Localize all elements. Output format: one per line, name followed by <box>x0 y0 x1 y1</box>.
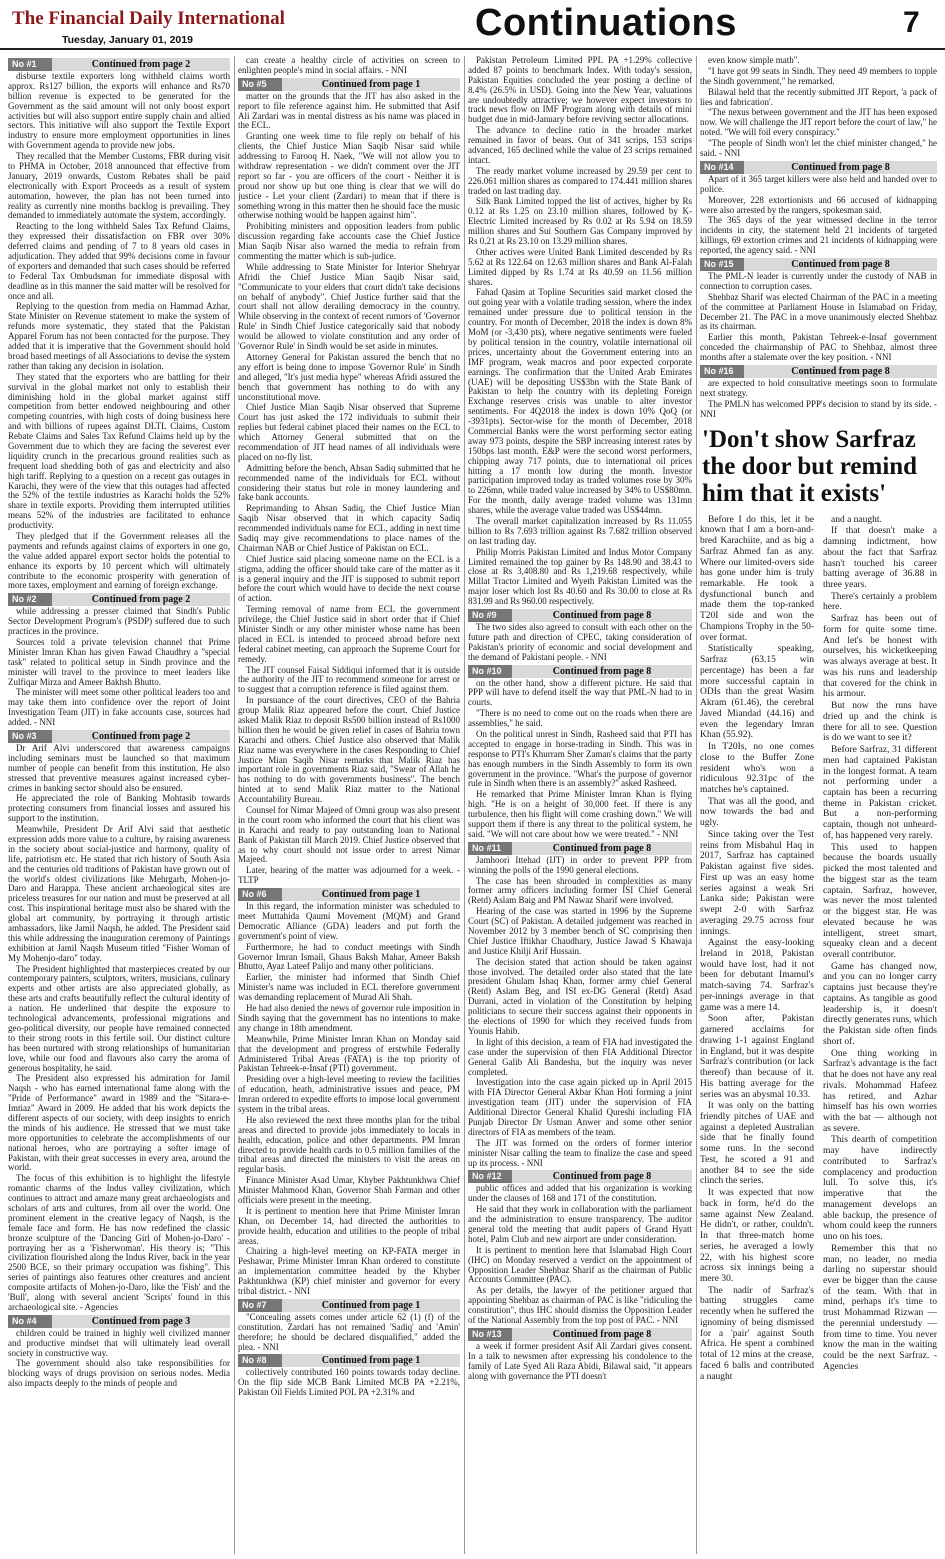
paragraph: The decision stated that action should be taken against those involved. The detailed order also stated that the late president Ghulam Ishaq Khan, former army chief General (Retd) Aslam Beg, and ISI ex-DG General (Retd) Asad Durrani, acted in violation of the Constitution by helping politicians to secure their success against their opponents in the elections of 1990 for which they received funds from Younis Habib. <box>468 956 692 1036</box>
continuation-number: No #11 <box>468 842 512 855</box>
continuation-number: No #7 <box>238 1299 282 1312</box>
paragraph: Jamhoori Ittehad (IJT) in order to prevent PPP from winning the polls of the 1990 general elections. <box>468 854 692 875</box>
continuation-number: No #5 <box>238 78 282 91</box>
paragraph: Remember this that no man, no leader, no media darling no superstar should ever be bigger than the cause of the team. With that in mind, perhaps it's time to trust Mohammad Rizwan — the perennial understudy — from time to time. You never know the man in the waiting could be the next Sarfraz. - Agencies <box>823 1243 937 1372</box>
continuation-label: Continued from page 8 <box>791 259 890 271</box>
paragraph: In light of this decision, a team of FIA had investigated the case under the supervision of then FIA Additional Director General Galib Ali Bandesha, but the inquiry was never completed. <box>468 1036 692 1077</box>
continuation-block <box>468 609 692 663</box>
continuation-block <box>700 258 937 363</box>
paragraph: The PML-N leader is currently under the custody of NAB in connection to corruption cases. <box>700 271 937 291</box>
continuation-header <box>468 1170 692 1183</box>
paragraph: Pakistan Petroleum Limited PPL PA +1.29% collective added 87 points to benchmark Index. With today's session, Pakistan Equities concluded the year posting a decline of 8.4% (26.5% in USD). Going into the New Year, valuations are undoubtedly attractive; we however expect investors to track news flow on IMF Program along with details of mini budget due in mid-January before reviving sector allocations. <box>468 56 692 125</box>
continuation-header <box>700 258 937 271</box>
continuation-header <box>8 1315 230 1328</box>
continuation-number: No #2 <box>8 593 52 606</box>
paragraph: are expected to hold consultative meetings soon to formulate next strategy. <box>700 378 937 398</box>
paragraph: Presiding over a high-level meeting to review the facilities of education, heath, administrative issues and peace, PM Imran ordered to expedite efforts to impose local government system in the tribal areas. <box>238 1074 460 1114</box>
continuation-block <box>8 1315 230 1389</box>
paragraph: Other actives were United Bank Limited descended by Rs 5.62 at Rs 122.64 on 12.63 million shares and Bank Al-Falah Limited dipped by Rs 1.74 at Rs 40.59 on 11.56 million shares. <box>468 246 692 287</box>
paragraph: He also reviewed the next three months plan for the tribal areas and directed to provide jobs immediately to locals in health, education, police and other departments. PM Imran directed to provide health cards to 0.5 million families of the tribal areas and directed the ministers to visit the areas on regular basis. <box>238 1114 460 1175</box>
paragraph: can create a healthy circle of activities on screen to enlighten people's mind in social affairs. - NNI <box>238 56 460 75</box>
continuation-block <box>238 1299 460 1353</box>
paragraph: Fahad Qasim at Topline Securities said market closed the out going year with a volatile trading session, where the index remained under pressure due to political tension in the country. For month of December, 2018 the index is down 8% MoM (or -3,430 pts), where negative sentiments were fueled by political tension in the country, volatile international oil prices, uncertainty about the Government entering into an IMF program, weak macros and poor expected corporate earnings. The confirmation that the United Arab Emirates (UAE) will be depositing US$3bn with the State Bank of Pakistan to help the country with its depleting Foreign Exchange reserves crisis was unable to alter investor sentiments. For 4Q2018 the index is down 10% QoQ (or -3931pts). Sector-wise for the month of December, 2018 Commercial Banks were the worst performing sector eating away 973 points, despite the SBP increasing interest rates by 150bps last month. E&P were the second worst performers, chipping away 717 points, due to international oil prices hitting a 17 month low during the month. Investor participation improved today as traded volumes rose by 30% to 226mn, while traded value increased by 34% to US$80mn. For the month, daily average traded volume was 131mn shares, while the average value traded was US$44mn. <box>468 287 692 516</box>
paragraph: Soon after, Pakistan garnered acclaims for drawing 1-1 against England in England, but it was despite Sarfraz's contribution (or lack thereof) than because of it. His batting average for the series was an abysmal 10.33. <box>700 1014 814 1100</box>
continuation-number: No #10 <box>468 665 512 678</box>
paragraph: This used to happen because the boards usually picked the most talented and the biggest star as the team captain. Sarfraz, however, was never the most talented or the biggest star. He was elevated because he was intelligent, street smart, squeaky clean and a decent overall contributor. <box>823 842 937 960</box>
paragraph: He appreciated the role of Banking Mohtasib towards protecting consumers from financial losses and assured his support to the institution. <box>8 793 230 824</box>
paragraph: The overall market capitalization increased by Rs 11.055 billion to Rs 7.693 trillion against Rs 7.682 trillion observed on last trading day. <box>468 515 692 546</box>
paragraph: The 365 days of the year witnessed decline in the terror incidents in city, the statement held 21 incidents of targeted killings, 69 extortion crimes and 21 incidents of kidnapping were reported, the agency said. - NNI <box>700 215 937 256</box>
paragraph: It is pertinent to mention here that Islamabad High Court (IHC) on Monday reserved a verdict on the appointment of Opposition Leader Shehbaz Sharif as the chairman of Public Accounts Committee (PAC). <box>468 1244 692 1285</box>
paragraph: Bilawal held that the recently submitted JIT Report, 'a pack of lies and fabrication'. <box>700 86 937 107</box>
article-columns <box>8 56 937 1554</box>
paragraph: In pursuance of the court directives, CEO of the Bahria group Malik Riaz appeared before the court. Chief Justice asked Malik Riaz to deposit Rs500 billion instead of Rs1000 billion then he would be given relief in cases of Bahria town Karachi and others. Chief Justice also observed that Malik Riaz name was everywhere in the cases Responding to Chief Justice Mian Saqib Nisar remarks that Malik Riaz has important role in governments Riaz said, "Swear of Allah he has nothing to do with governments business". The bench hinted at to send Malik Riaz matter to the National Accountability Bureau. <box>238 695 460 805</box>
paragraph: The focus of this exhibition is to highlight the lifestyle romantic charms of the Indus valley civilization, which continues to attract and amaze many great archaeologists and scholars of arts and cultures, from all over the world. One prominent element in the creative legacy of Naqsh, is the female face and form. He has now redefined the classic bronze sculpture of the 'Dancing Girl of Mohen-jo-Daro' - portraying her as a 'Fisherwoman'. His theory is; "This civilization flourished along the Indus River, back in the year 2500 BCE, so their primary occupation was fishing". This series of paintings also features other creatures and ancient composite artifacts of Mohen-jo-Daro, like the 'Fish' and the 'Bull', along with several ancient 'Scripts' found in this archaeological site. - Agencies <box>8 1173 230 1312</box>
paragraph: He remarked that Prime Minister Imran Khan is flying high. "He is on a height of 30,000 feet. If there is any turbulence, then his flight will come crashing down." We will support them if there is any threat to the political system, he said. "We will not care about how we were treated." - NNI <box>468 789 692 839</box>
continuation-number: No #14 <box>700 161 744 174</box>
paragraph: Earlier, the minister had informed that Sindh Chief Minister's name was included in ECL therefore government was demanding replacement of Murad Ali Shah. <box>238 972 460 1003</box>
paragraph: On the political unrest in Sindh, Rasheed said that PTI has accepted to engage in horse-trading in Sindh. This was in response to PTI's Khurram Sher Zaman's claims that the party has enough numbers in the Sindh Assembly to form its own government in the province. "What's the purpose of governor rule in Sindh when there is an assembly?" asked Rasheed. <box>468 729 692 789</box>
paragraph: In T20Is, no one comes close to the Buffer Zone resident who's won a ridiculous 92.31pc of the matches he's captained. <box>700 742 814 795</box>
paragraph: Shehbaz Sharif was elected Chairman of the PAC in a meeting of the committee at Parliament House in Islamabad on Friday, December 21. The PAC in a move unanimously elected Shehbaz as its chairman. <box>700 291 937 332</box>
paragraph: The ready market volume increased by 29.59 per cent to 226.061 million shares as compared to 174.441 million shares traded on last trading day. <box>468 165 692 196</box>
paragraph: Statistically speaking, Sarfraz (63.15 win percentage) has been a far more successful captain in ODIs than the great Wasim Akram (61.46), the cerebral Javed Miandad (44.16) and even the legendary Imran Khan (55.92). <box>700 644 814 741</box>
continuation-number: No #4 <box>8 1315 52 1328</box>
continuation-block <box>8 58 230 591</box>
continuation-number: No #3 <box>8 730 52 743</box>
continuation-number: No #6 <box>238 888 282 901</box>
paragraph: Finance Minister Asad Umar, Khyber Pakhtunkhwa Chief Minister Mahmood Khan, Governor Shah Farman and other officials were present in the meeting. <box>238 1175 460 1205</box>
continuation-label: Continued from page 8 <box>791 161 890 173</box>
paragraph: and a naught. <box>831 514 882 525</box>
paragraph: Chief Justice said placing someone name on the ECL is a stigma, adding the officer should take care of the matter as it is a general inquiry and the JIT is supposed to submit report before the court which would have to decide the next course of action. <box>238 553 460 604</box>
paragraph: disburse textile exporters long withheld claims worth approx. Rs127 billion, the exports will enhance and Rs70 billion revenue is expected to be generated for the Government as the said amount will not only boost export activities but will also support entire supply chain and allied sectors. This initiative will also support the Textile Export industry to ensure more employment opportunities in lines with Government agenda to provide new jobs. <box>8 71 230 151</box>
paragraph: He had also denied the news of governor rule imposition in Sindh saying that the government has no intentions to make any change in 18th amendment. <box>238 1003 460 1033</box>
continuation-block <box>468 1170 692 1325</box>
paragraph: Terming removal of name from ECL the government privilege, the Chief Justice said in short order that if Chief Minister Sindh or any other minister whose name has been placed in ECL is intended to proceed abroad before next federal cabinet meeting, can approach the Supreme Court for remedy. <box>238 604 460 664</box>
paragraph: It was only on the batting friendly pitches of UAE and against a depleted Australian side that he finally found some runs. In the second Test, he scored a 91 and another 84 to see the side clinch the series. <box>700 1101 814 1187</box>
paragraph: on the other hand, show a different picture. He said that PPP will have to defend itself the way that PML-N had to in courts. <box>468 677 692 708</box>
continuation-number: No #15 <box>700 258 744 271</box>
feature-body <box>700 515 937 1384</box>
paragraph: Reprimanding to Ahsan Sadiq, the Chief Justice Mian Saqib Nisar observed that in which capacity Sadiq recommended individuals name for ECL, adding in next time Sadiq may give recommendations to place names of the Chairman NAB or Chief Justice of Pakistan on ECL. <box>238 503 460 553</box>
paragraph: Against the easy-looking Ireland in 2018, Pakistan would have lost, had it not been for debutant Imamul's match-saving 74. Sarfraz's per-innings average in that game was a mere 14. <box>700 938 814 1013</box>
paragraph: even know simple math". <box>708 56 800 65</box>
paragraph: One thing working in Sarfraz's advantage is the fact that he does not have any real rivals. Mohammad Hafeez has retired, and Azhar himself has his own worries with the bat — although not as severe. <box>823 1048 937 1134</box>
feature-headline: 'Don't show Sarfraz the door but remind him that it exists' <box>702 425 918 507</box>
continuation-header <box>468 609 692 622</box>
paragraph: a week if former president Asif Ali Zardari gives consent. In a talk to newsmen after expressing his condolence to the family of Late Syed Ali Raza Abidi, Bilawal said, "it appears along with governance the PTI doesn't <box>468 1340 692 1381</box>
paragraph: Earlier this month, Pakistan Tehreek-e-Insaf government conceded the chairmanship of PAC to Shehbaz, almost three months after a stalemate over the key position. - NNI <box>700 332 937 363</box>
continuation-header <box>8 730 230 743</box>
continuation-label: Continued from page 1 <box>321 1299 421 1311</box>
paragraph: It is pertinent to mention here that Prime Minister Imran Khan, on December 14, had directed the authorities to provide health, education and utilities to the people of tribal areas. <box>238 1205 460 1246</box>
continuation-number: No #9 <box>468 609 512 622</box>
paragraph: In this regard, the information minister was scheduled to meet Muttahida Qaumi Movement (MQM) and Grand Democratic Alliance (GDA) leaders and put forth the government's point of view. <box>238 901 460 941</box>
continuation-label: Continued from page 8 <box>552 665 652 677</box>
continuation-block <box>238 1354 460 1398</box>
paragraph: There's certainly a problem here. <box>823 591 937 613</box>
paragraph: Game has changed now, and you can no longer carry captains just because they're captains. As tangible as good leadership is, it doesn't directly generates runs, which the Pakistan side often finds short of. <box>823 961 937 1047</box>
paragraph: "Concealing assets comes under article 62 (1) (f) of the constitution. Zardari has not remained 'Sadiq' and 'Amin' therefore; he should be declared disqualified," added the plea. - NNI <box>238 1311 460 1352</box>
paragraph: Reacting to the long withheld Sales Tax Refund Claims, they expressed their dissatisfaction on FBR over 30% deferred claims and pending of 7 to 8 years old cases in adjudication. They added that 99% decisions come in favour of exporters and demanded that such cases should be referred to Federal Tax Ombudsman for immediate disposal with deadline as in this manner the said matter will be resolved for once and all. <box>8 221 230 301</box>
paragraph: They stated that the exporters who are battling for their survival in the global market not only to establish their diminishing hold in the global market against stiff competition from better endowed neighbouring and other competing countries, with high costs of doing business here and with billions of rupees against DLTL Claims, Custom Rebate Claims and Sales Tax Refund Claims held up by the Government due to which they are facing the severest ever liquidity crunch in the precarious ground realities such as frequent load shedding both of gas and electricity and also high tariff. Replying to a question on a recent gas outages in Karachi, they were of the view that this outages had affected the 52% of the textile industries as Karachi holds the 52% share in textile exports. Providing them interrupted utilities means 52% of the industries are facilitated to enhance productivity. <box>8 371 230 531</box>
continuation-group <box>700 56 937 420</box>
continuation-number: No #1 <box>8 58 52 71</box>
continuation-header <box>468 665 692 678</box>
paragraph: Sarfraz has been out of form for quite some time. And let's be honest with ourselves, his wicketkeeping was always average at best. It was his runs and leadership that covered for the chink in his armour. <box>823 614 937 700</box>
paragraph: The JIT was formed on the orders of former interior minister Nisar calling the team to finalize the case and speed up its process. - NNI <box>468 1137 692 1168</box>
page-number: 7 <box>903 6 920 39</box>
paragraph: The President highlighted that masterpieces created by our contemporary painters, sculptors, writers, musicians, culinary experts and other artists are also appreciated globally, as these arts and crafts beautifully reflect the cultural identity of a nation. He underlined that despite the exposure to technological advancements, professional migrations and geo-political diversity, our people have remained connected to their strong roots in this fertile soil. Our distinct culture has been nurtured with strong relationships of humanitarian love, while our food and flavours also carry the aroma of generous hospitality, he said. <box>8 963 230 1073</box>
continuation-label: Continued from page 8 <box>791 366 890 378</box>
continuation-label: Continued from page 1 <box>321 1355 421 1367</box>
paragraph: That was all the good, and now towards the bad and ugly. <box>700 796 814 829</box>
newspaper-name: The Financial Daily International <box>12 8 285 29</box>
paragraph: Granting one week time to file reply on behalf of his clients, the Chief Justice Mian Saqib Nisar said while addressing to Farooq H. Naek, "We will not allow you to withdraw representation - we didn't comment over the JIT report so far - you are officers of the court - Neither it is proud nor show up but one thing is clear that we will do justice - Let your client (Zardari) to mean that if there is something wrong in this matter then he should face the music otherwise nothing would be happen against him". <box>238 131 460 221</box>
paragraph: He said that they work in collaboration with the parliament and the administration to ensure transparency. The auditor general told the meeting that audit papers of Grand Hyatt hotel, Palm Club and new airport are under consideration. <box>468 1204 692 1244</box>
paragraph: while addressing a presser claimed that Sindh's Public Sector Development Program's (PSDP) suffered due to such practices in the province. <box>8 606 230 637</box>
continuation-number: No #12 <box>468 1170 512 1183</box>
continuation-header <box>468 842 692 855</box>
paragraph: collectively contributed 160 points towards today decline. On the flip side MCB Bank Limited MCB PA +2.21%, Pakistan Oil Fields Limited POL PA +2.31% and <box>238 1367 460 1398</box>
paragraph: While addressing to State Minister for Interior Shehryar Afridi the Chief Justice Mian Saqib Nisar said, "Communicate to your elders that court didn't take decisions on behalf of anybody". Chief Justice further said that the court shall not allow derailing democracy in the country. While observing in the context of recent rumors of 'Governor Rule' in Sindh Chief Justice categorically said that nobody would be allowed to violate constitution and any order of 'Governor Rule' in Sindh would be set aside in minutes. <box>238 261 460 352</box>
continuation-header <box>238 1299 460 1312</box>
paragraph: Prohibiting ministers and opposition leaders from public discussion regarding fake accounts case the Chief Justice Mian Saqib Nisar also warned the media to refrain from commenting the matter which is sub-judice. <box>238 221 460 262</box>
paragraph: public offices and added that his organization is working under the clauses of 168 and 171 of the constitution. <box>468 1183 692 1204</box>
paragraph: Chief Justice Mian Saqib Nisar observed that Supreme Court has just asked the 172 individuals to submit their replies but federal cabinet placed their names on the ECL to which Attorney General submitted that on the recommendation of JIT head names of all individuals were placed on no-fly list. <box>238 402 460 462</box>
feature-column-right <box>823 515 937 1384</box>
paragraph: As per details, the lawyer of the petitioner argued that appointing Shehbaz as chairman of PAC is like "ridiculing the constitution", thus IHC should dismiss the Opposition Leader of the National Assembly from the top post of PAC. - NNI <box>468 1285 692 1325</box>
continuation-label: Continued from page 8 <box>552 1171 652 1183</box>
paragraph: Admitting before the bench, Ahsan Sadiq submitted that he recommended name of the individuals for ECL without considering their status but role in money laundering and fake bank accounts. <box>238 462 460 503</box>
paragraph: "There is no need to come out on the roads when there are assemblies," he said. <box>468 708 692 729</box>
paragraph: Chairing a high-level meeting on KP-FATA merger in Peshawar, Prime Minister Imran Khan ordered to constitute an implementation committee headed by the Khyber Pakhtunkhwa (KP) chief minister and governor for every tribal district. - NNI <box>238 1246 460 1296</box>
continuation-header <box>238 1354 460 1367</box>
paragraph: Dr Arif Alvi underscored that awareness campaigns including seminars must be launched so that maximum number of people can benefit from this institution. He also stressed that preventive measures against increased cyber-crimes in banking sector should also be ensured. <box>8 743 230 793</box>
paragraph: Replying to the question from media on Hammad Azhar, State Minister on Revenue statement to make the system of refunds more systematic, they stated that the Pakistan Apparel Forum has not been contacted for the purpose. They added that it is imperative that the Government should hold broad based meetings of all Associations to devise the system rather than taking any decision in isolation. <box>8 301 230 371</box>
paragraph: children could be trained in highly well civilized manner and productive mindset that will ultimately lead overall society in constructive way. <box>8 1327 230 1358</box>
paragraph: "The nexus between government and the JIT has been exposed now. We will challenge the JIT report before the court of law," he noted. "We will foil every conspiracy." <box>700 107 937 138</box>
continuation-label: Continued from page 2 <box>91 594 191 606</box>
continuation-block <box>8 593 230 728</box>
paragraph: If that doesn't make a damning indictment, how about the fact that Sarfraz hasn't touched his career batting average of 36.88 in three years. <box>823 526 937 591</box>
paragraph: Meanwhile, Prime Minister Imran Khan on Monday said that the development and progress of erstwhile Federally Administered Tribal Areas (FATA) is the top priority of Pakistan Tehreek-e-Insaf (PTI) government. <box>238 1033 460 1074</box>
continuation-block <box>238 78 460 886</box>
continuation-header <box>238 888 460 901</box>
paragraph: The advance to decline ratio in the broader market remained in favor of bears. Out of 341 scrips, 153 scrips advanced, 165 declined while the value of 23 scrips remained intact. <box>468 125 692 165</box>
paragraph: Hearing of the case was started in 1996 by the Supreme Court (SC) of Pakistan. A detailed judgement was reached in November 2012 by 3 member bench of SC comprising then Chief Justice Iftikhar Chaudhary, Justice Jawad S Khawaja and Justice Khilji Arif Hussain. <box>468 906 692 956</box>
paragraph: But now the runs have dried up and the chink is there for all to see. Question is do we want to see it? <box>823 701 937 744</box>
continuation-block <box>468 842 692 1169</box>
continuation-label: Continued from page 1 <box>321 78 421 90</box>
continuation-label: Continued from page 8 <box>552 1328 652 1340</box>
paragraph: The case has been shrouded in complexities as many former army officers including former ISI Chief General (Retd) Aslam Baig and PM Nawaz Sharif were involved. <box>468 875 692 906</box>
continuation-number: No #13 <box>468 1328 512 1341</box>
paragraph: This dearth of competition may have indirectly contributed to Sarfraz's complacency and production lull. To solve this, it's imperative that the management develops an able backup, the presence of whom could keep the runners uno on his toes. <box>823 1135 937 1243</box>
continuation-label: Continued from page 1 <box>321 889 421 901</box>
continuation-header <box>8 58 230 71</box>
continuation-header <box>468 1328 692 1341</box>
paragraph: It was expected that now back in form, he'd do the same against New Zealand. He didn't, or rather, couldn't. In that three-match home series, he averaged a lowly 22, with his highest score across six innings being a mere 30. <box>700 1188 814 1285</box>
masthead <box>0 0 945 50</box>
feature-column-left <box>700 515 814 1384</box>
continuation-label: Continued from page 2 <box>91 59 191 70</box>
continuation-number: No #16 <box>700 365 744 378</box>
issue-date: Tuesday, January 01, 2019 <box>62 34 193 46</box>
continuation-label: Continued from page 8 <box>552 609 652 621</box>
continuation-block <box>700 161 937 256</box>
paragraph: The President also expressed his admiration for Jamil Naqsh - who has earned international fame along with the "Pride of Performance" award in 1989 and the "Sitara-e-Imtiaz" Award in 2009. He added that his work depicts the different aspects of our society, with deep insights to enrich the minds of his audience. He stressed that we must take more opportunities to celebrate the accomplishments of our national heroes, who are portraying a softer image of Pakistan, with their great successes in every area, around the world. <box>8 1073 230 1173</box>
paragraph: Apart of it 365 target killers were also held and handed over to police. <box>700 173 937 194</box>
paragraph: Before Sarfraz, 31 different men had captained Pakistan in the longest format. A team not performing under a captain has been a recurring theme in Pakistan cricket. But a non-performing captain, though not unheard-of, has happened very rarely. <box>823 745 937 841</box>
paragraph: The PMLN has welcomed PPP's decision to stand by its side. - NNI <box>700 398 937 419</box>
paragraph: Silk Bank Limited topped the list of actives, higher by Rs 0.12 at Rs 1.25 on 23.10 million shares, followed by K-Electric Limited increased by Rs 0.02 at Rs 5.94 on 18.59 million shares and Sui Southern Gas Company improved by Rs 0.21 at Rs 23.10 on 13.29 million shares. <box>468 196 692 247</box>
continuation-block <box>700 56 937 159</box>
column-4 <box>700 56 937 1554</box>
section-title: Continuations <box>475 2 737 44</box>
column-2 <box>238 56 460 1554</box>
paragraph: Furthermore, he had to conduct meetings with Sindh Governor Imran Ismail, Ghaus Baksh Mahar, Ameer Baksh Bhutto, Ayaz Lateef Palijo and many other politicians. <box>238 941 460 972</box>
paragraph: The minister will meet some other political leaders too and may take them into confidence over the report of Joint Investigation Team (JIT) in fake accounts case, sources had added. - NNI <box>8 687 230 728</box>
continuation-header <box>700 365 937 378</box>
continuation-block <box>468 665 692 840</box>
continuation-block <box>8 730 230 1313</box>
feature-article <box>700 426 937 1384</box>
paragraph: They recalled that the Member Customs, FBR during visit to PHMA in October, 2018 announced that effective from January, 2019 onwards, Custom Rebates shall be paid electronically with Export Proceeds as a result of system automation, however, the plan has not been turned into reality as currently nine months backlog is prevailing. They demanded to immediately automate the system, accordingly. <box>8 151 230 221</box>
continuation-header <box>700 161 937 174</box>
continuation-number: No #8 <box>238 1354 282 1367</box>
paragraph: The government should also take responsibilities for blocking ways of drugs provision on serious nodes. Media also impacts deeply to the minds of people and <box>8 1358 230 1389</box>
column-1 <box>8 56 230 1554</box>
column-3 <box>468 56 692 1554</box>
paragraph: The two sides also agreed to consult with each other on the future path and direction of CPEC, taking consideration of Pakistan's priority of economic and social development and the demand of Pakistani people. - NNI <box>468 621 692 662</box>
paragraph: They pledged that if the Government releases all the payments and refunds against claims of exporters in one go, the value added apparel export sector holds the potential to enhance its exports by 10 percent which will ultimately contribute to the economic prosperity with generation of more taxes, employment and earning of foreign exchange. <box>8 530 230 591</box>
paragraph: Moreover, 228 extortionists and 66 accused of kidnapping were also arrested by the rangers, spokesman said. <box>700 194 937 215</box>
continuation-header <box>8 593 230 606</box>
paragraph: Before I do this, let it be known that I am a born-and-bred Karachiite, and as big a Sarfraz Ahmed fan as any. Where our limited-overs side has gone under him is truly remarkable. He took a dysfunctional bunch and made them the top-ranked T20I side and won the Champions Trophy in the 50-over format. <box>700 514 814 643</box>
paragraph: "I have got 99 seats in Sindh. They need 49 members to topple the Sindh government," he remarked. <box>700 65 937 86</box>
continuation-label: Continued from page 8 <box>552 842 652 854</box>
paragraph: matter on the grounds that the JIT has also asked in the report to file reference against him. He submitted that Asif Ali Zardari was in mental distress as his name was placed in the ECL. <box>238 90 460 131</box>
paragraph: Attorney General for Pakistan assured the bench that no any effort is being done to impose 'Governor Rule' in Sindh and alleged, "It's just media hype" whereas Afridi assured the bench that government has nothing to do with any unconstitutional move. <box>238 351 460 402</box>
paragraph: "The people of Sindh won't let the chief minister changed," he said. - NNI <box>700 138 937 159</box>
continuation-block <box>468 1328 692 1382</box>
continuation-label: Continued from page 3 <box>91 1315 191 1327</box>
paragraph: Later, hearing of the matter was adjourned for a week. - TLTP <box>238 865 460 886</box>
continuation-block <box>238 888 460 1297</box>
paragraph: The nadir of Sarfraz's batting struggles came recently when he suffered the ignominy of being dismissed for a 'pair' against South Africa. He spent a combined total of 12 mins at the crease, faced 6 balls and contributed a naught <box>700 1285 814 1382</box>
paragraph: Sources told a private television channel that Prime Minister Imran Khan has given Fawad Chaudhry a "special task" related to political setup in Sindh province and the minister will travel to the province to meet leaders like Zulfiqar Mirza and Ameer Bakhsh Bhutto. <box>8 636 230 687</box>
continuation-block <box>238 56 460 76</box>
paragraph: Since taking over the Test reins from Misbahul Haq in 2017, Sarfraz has captained Pakistan against five sides. First up was an easy home series against a weak Sri Lanka side; Pakistan were swept 2-0 with Sarfraz averaging 29.75 across four innings. <box>700 829 814 937</box>
paragraph: Meanwhile, President Dr Arif Alvi said that aesthetic expression adds more value to a culture, by raising awareness in the society about social-justice and harmony, quality of life, patriotism etc. He stated that rich history of South Asia and the centuries old traditions of Pakistan have grown out of the world's oldest civilizations like Mehrgarh, Mohen-jo-Daro and Harappa. These ancient archaeological sites are priceless treasures for our nation and must be preserved at all cost. This inspirational heritage must also be shared with the global art community, by portraying it through artistic ambassadors, like Jamil Naqsh, he added. The President said this while addressing the inauguration ceremony of Paintings exhibition at Jamil Naqsh Museum titled "Fisher Woman of My Mohenjo-daro" today. <box>8 824 230 963</box>
paragraph: Counsel for Nimar Majeed of Omni group was also present in the court room who informed the court that his client was in Karachi and ready to pay outstanding loan to National Bank of Pakistan till March 2019. Chief Justice observed that as to why court should not issue order to arrest Nimar Majeed. <box>238 805 460 865</box>
continuation-block <box>700 365 937 420</box>
continuation-block <box>468 56 692 607</box>
paragraph: Philip Morris Pakistan Limited and Indus Motor Company Limited remained the top gainer by Rs 148.90 and 38.43 to close at Rs 3,408.80 and Rs 1,219.68 respectively, while Millat Tractor Limited and Wyeth Pakistan Limited was the major loser which lost Rs 40.60 and Rs 30.00 to close at Rs 831.99 and Rs 960.00 respectively. <box>468 546 692 607</box>
paragraph: Investigation into the case again picked up in April 2015 with FIA Director General Akbar Khan Hoti forming a joint investigation team (JIT) under the supervision of FIA Additional Director General Khalid Qureshi including FIA Punjab Director Dr Usman Anwer and some other senior directors of FIA as members of the team. <box>468 1077 692 1137</box>
continuation-header <box>238 78 460 91</box>
continuation-label: Continued from page 2 <box>91 731 191 742</box>
paragraph: The JIT counsel Faisal Siddiqui informed that it is outside the authority of the JIT to recommend someone for arrest or to suggest that a corruption reference is filed against them. <box>238 664 460 695</box>
